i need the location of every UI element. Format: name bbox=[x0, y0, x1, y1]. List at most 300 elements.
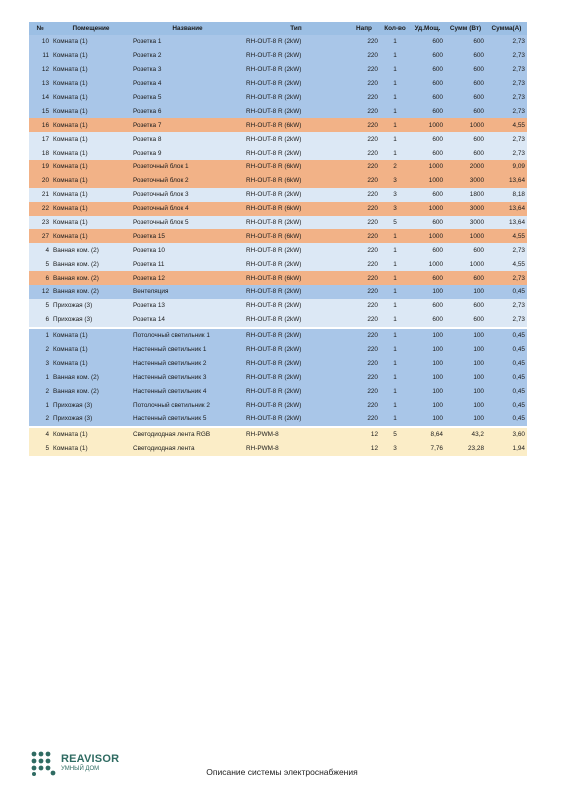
cell-room: Комната (1) bbox=[51, 356, 131, 370]
cell-voltage: 220 bbox=[348, 77, 380, 91]
cell-unit-power: 600 bbox=[410, 49, 445, 63]
cell-name: Розетка 4 bbox=[131, 77, 244, 91]
cell-unit-power: 600 bbox=[410, 313, 445, 327]
cell-name: Розеточный блок 5 bbox=[131, 216, 244, 230]
cell-sum-amps: 2,73 bbox=[486, 49, 527, 63]
table-row bbox=[29, 104, 527, 118]
cell-sum-amps: 3,60 bbox=[486, 428, 527, 442]
cell-quantity: 1 bbox=[380, 313, 410, 327]
power-table-container bbox=[29, 22, 527, 456]
cell-room: Комната (1) bbox=[51, 146, 131, 160]
cell-quantity: 1 bbox=[380, 271, 410, 285]
table-row bbox=[29, 202, 527, 216]
col-header-name: Название bbox=[131, 22, 244, 35]
cell-sum-watts: 600 bbox=[445, 104, 486, 118]
table-row bbox=[29, 343, 527, 357]
cell-unit-power: 100 bbox=[410, 343, 445, 357]
table-row bbox=[29, 313, 527, 327]
cell-room: Комната (1) bbox=[51, 132, 131, 146]
cell-unit-power: 600 bbox=[410, 243, 445, 257]
cell-quantity: 5 bbox=[380, 428, 410, 442]
cell-voltage: 220 bbox=[348, 174, 380, 188]
cell-unit-power: 600 bbox=[410, 104, 445, 118]
cell-room: Комната (1) bbox=[51, 160, 131, 174]
cell-sum-amps: 2,73 bbox=[486, 146, 527, 160]
cell-unit-power: 600 bbox=[410, 299, 445, 313]
cell-name: Настенный светильник 5 bbox=[131, 412, 244, 426]
cell-name: Потолочный светильник 1 bbox=[131, 329, 244, 343]
cell-sum-watts: 600 bbox=[445, 313, 486, 327]
cell-quantity: 1 bbox=[380, 132, 410, 146]
table-row bbox=[29, 216, 527, 230]
cell-room: Ванная ком. (2) bbox=[51, 370, 131, 384]
cell-type: RH-PWM-8 bbox=[244, 428, 348, 442]
cell-name: Настенный светильник 4 bbox=[131, 384, 244, 398]
cell-unit-power: 600 bbox=[410, 77, 445, 91]
cell-voltage: 12 bbox=[348, 442, 380, 456]
cell-sum-amps: 0,45 bbox=[486, 356, 527, 370]
cell-number: 5 bbox=[29, 442, 51, 456]
table-row bbox=[29, 356, 527, 370]
cell-voltage: 220 bbox=[348, 146, 380, 160]
cell-sum-watts: 1800 bbox=[445, 188, 486, 202]
cell-sum-watts: 600 bbox=[445, 271, 486, 285]
cell-type: RH-OUT-8 R (2kW) bbox=[244, 35, 348, 49]
cell-sum-amps: 1,94 bbox=[486, 442, 527, 456]
cell-unit-power: 100 bbox=[410, 285, 445, 299]
cell-name: Светодиодная лента RGB bbox=[131, 428, 244, 442]
cell-sum-amps: 0,45 bbox=[486, 384, 527, 398]
cell-sum-watts: 100 bbox=[445, 285, 486, 299]
cell-unit-power: 100 bbox=[410, 370, 445, 384]
cell-type: RH-PWM-8 bbox=[244, 442, 348, 456]
cell-room: Комната (1) bbox=[51, 188, 131, 202]
cell-voltage: 220 bbox=[348, 285, 380, 299]
cell-unit-power: 600 bbox=[410, 271, 445, 285]
cell-sum-amps: 0,45 bbox=[486, 398, 527, 412]
cell-sum-watts: 600 bbox=[445, 146, 486, 160]
cell-name: Розеточный блок 2 bbox=[131, 174, 244, 188]
cell-voltage: 220 bbox=[348, 132, 380, 146]
cell-number: 18 bbox=[29, 146, 51, 160]
cell-type: RH-OUT-8 R (2kW) bbox=[244, 313, 348, 327]
cell-name: Розетка 7 bbox=[131, 118, 244, 132]
cell-quantity: 1 bbox=[380, 285, 410, 299]
col-header-voltage: Напр bbox=[348, 22, 380, 35]
cell-type: RH-OUT-8 R (6kW) bbox=[244, 118, 348, 132]
cell-name: Розетка 1 bbox=[131, 35, 244, 49]
cell-quantity: 1 bbox=[380, 343, 410, 357]
cell-number: 2 bbox=[29, 384, 51, 398]
cell-room: Комната (1) bbox=[51, 49, 131, 63]
cell-type: RH-OUT-8 R (2kW) bbox=[244, 132, 348, 146]
cell-voltage: 220 bbox=[348, 271, 380, 285]
cell-quantity: 1 bbox=[380, 384, 410, 398]
cell-room: Комната (1) bbox=[51, 202, 131, 216]
cell-voltage: 220 bbox=[348, 243, 380, 257]
table-row bbox=[29, 35, 527, 49]
cell-type: RH-OUT-8 R (2kW) bbox=[244, 104, 348, 118]
cell-sum-watts: 600 bbox=[445, 132, 486, 146]
power-table bbox=[29, 22, 527, 456]
cell-voltage: 220 bbox=[348, 329, 380, 343]
table-row bbox=[29, 370, 527, 384]
cell-unit-power: 7,76 bbox=[410, 442, 445, 456]
cell-type: RH-OUT-8 R (2kW) bbox=[244, 63, 348, 77]
table-row bbox=[29, 77, 527, 91]
cell-sum-amps: 2,73 bbox=[486, 63, 527, 77]
cell-quantity: 1 bbox=[380, 49, 410, 63]
cell-sum-amps: 0,45 bbox=[486, 343, 527, 357]
cell-number: 2 bbox=[29, 343, 51, 357]
cell-number: 1 bbox=[29, 370, 51, 384]
cell-quantity: 1 bbox=[380, 63, 410, 77]
cell-sum-amps: 2,73 bbox=[486, 104, 527, 118]
cell-number: 2 bbox=[29, 412, 51, 426]
cell-quantity: 1 bbox=[380, 77, 410, 91]
cell-name: Розеточный блок 4 bbox=[131, 202, 244, 216]
cell-sum-amps: 0,45 bbox=[486, 412, 527, 426]
cell-type: RH-OUT-8 R (2kW) bbox=[244, 343, 348, 357]
cell-number: 12 bbox=[29, 63, 51, 77]
cell-name: Настенный светильник 3 bbox=[131, 370, 244, 384]
cell-number: 15 bbox=[29, 104, 51, 118]
cell-number: 4 bbox=[29, 243, 51, 257]
cell-room: Ванная ком. (2) bbox=[51, 257, 131, 271]
cell-quantity: 5 bbox=[380, 216, 410, 230]
cell-sum-watts: 600 bbox=[445, 63, 486, 77]
col-header-type: Тип bbox=[244, 22, 348, 35]
cell-type: RH-OUT-8 R (2kW) bbox=[244, 329, 348, 343]
cell-name: Розеточный блок 3 bbox=[131, 188, 244, 202]
table-row bbox=[29, 412, 527, 426]
cell-type: RH-OUT-8 R (6kW) bbox=[244, 229, 348, 243]
cell-name: Розетка 2 bbox=[131, 49, 244, 63]
cell-voltage: 220 bbox=[348, 412, 380, 426]
cell-room: Комната (1) bbox=[51, 343, 131, 357]
cell-room: Ванная ком. (2) bbox=[51, 384, 131, 398]
cell-sum-amps: 2,73 bbox=[486, 77, 527, 91]
cell-name: Розетка 13 bbox=[131, 299, 244, 313]
cell-number: 4 bbox=[29, 428, 51, 442]
cell-name: Розетка 10 bbox=[131, 243, 244, 257]
table-row bbox=[29, 329, 527, 343]
cell-sum-watts: 100 bbox=[445, 329, 486, 343]
cell-name: Настенный светильник 2 bbox=[131, 356, 244, 370]
cell-sum-amps: 4,55 bbox=[486, 257, 527, 271]
cell-sum-amps: 13,64 bbox=[486, 174, 527, 188]
cell-room: Комната (1) bbox=[51, 35, 131, 49]
cell-quantity: 1 bbox=[380, 118, 410, 132]
cell-quantity: 1 bbox=[380, 35, 410, 49]
cell-name: Розетка 8 bbox=[131, 132, 244, 146]
cell-sum-watts: 600 bbox=[445, 77, 486, 91]
cell-number: 27 bbox=[29, 229, 51, 243]
cell-type: RH-OUT-8 R (2kW) bbox=[244, 285, 348, 299]
cell-quantity: 3 bbox=[380, 174, 410, 188]
cell-unit-power: 1000 bbox=[410, 229, 445, 243]
cell-name: Розетка 14 bbox=[131, 313, 244, 327]
page-footer-title: Описание системы электроснабжения bbox=[206, 767, 358, 777]
cell-sum-watts: 100 bbox=[445, 343, 486, 357]
cell-sum-watts: 600 bbox=[445, 91, 486, 105]
cell-room: Комната (1) bbox=[51, 229, 131, 243]
table-row bbox=[29, 174, 527, 188]
cell-room: Комната (1) bbox=[51, 104, 131, 118]
cell-unit-power: 100 bbox=[410, 329, 445, 343]
cell-quantity: 1 bbox=[380, 412, 410, 426]
cell-name: Светодиодная лента bbox=[131, 442, 244, 456]
cell-number: 11 bbox=[29, 49, 51, 63]
col-header-number: № bbox=[29, 22, 51, 35]
cell-unit-power: 600 bbox=[410, 146, 445, 160]
cell-voltage: 220 bbox=[348, 370, 380, 384]
cell-unit-power: 600 bbox=[410, 132, 445, 146]
cell-number: 12 bbox=[29, 285, 51, 299]
cell-sum-watts: 3000 bbox=[445, 216, 486, 230]
cell-type: RH-OUT-8 R (6kW) bbox=[244, 202, 348, 216]
table-row bbox=[29, 398, 527, 412]
cell-quantity: 1 bbox=[380, 299, 410, 313]
col-header-room: Помещение bbox=[51, 22, 131, 35]
cell-number: 17 bbox=[29, 132, 51, 146]
cell-quantity: 1 bbox=[380, 91, 410, 105]
cell-number: 22 bbox=[29, 202, 51, 216]
col-header-quantity: Кол-во bbox=[380, 22, 410, 35]
cell-quantity: 1 bbox=[380, 104, 410, 118]
cell-sum-watts: 600 bbox=[445, 49, 486, 63]
cell-sum-watts: 600 bbox=[445, 35, 486, 49]
col-header-unit-power: Уд.Мощ. bbox=[410, 22, 445, 35]
cell-number: 5 bbox=[29, 257, 51, 271]
cell-unit-power: 100 bbox=[410, 356, 445, 370]
col-header-sum-amps: Сумма(А) bbox=[486, 22, 527, 35]
cell-unit-power: 1000 bbox=[410, 257, 445, 271]
cell-sum-amps: 2,73 bbox=[486, 91, 527, 105]
cell-room: Комната (1) bbox=[51, 329, 131, 343]
cell-quantity: 1 bbox=[380, 356, 410, 370]
cell-unit-power: 1000 bbox=[410, 202, 445, 216]
cell-number: 21 bbox=[29, 188, 51, 202]
cell-type: RH-OUT-8 R (2kW) bbox=[244, 188, 348, 202]
cell-quantity: 1 bbox=[380, 243, 410, 257]
cell-quantity: 1 bbox=[380, 229, 410, 243]
cell-room: Комната (1) bbox=[51, 77, 131, 91]
cell-voltage: 220 bbox=[348, 216, 380, 230]
cell-voltage: 220 bbox=[348, 91, 380, 105]
cell-sum-watts: 1000 bbox=[445, 118, 486, 132]
cell-voltage: 220 bbox=[348, 356, 380, 370]
cell-type: RH-OUT-8 R (6kW) bbox=[244, 160, 348, 174]
table-row bbox=[29, 428, 527, 442]
cell-type: RH-OUT-8 R (6kW) bbox=[244, 174, 348, 188]
cell-room: Прихожая (3) bbox=[51, 313, 131, 327]
cell-sum-watts: 3000 bbox=[445, 174, 486, 188]
cell-room: Прихожая (3) bbox=[51, 299, 131, 313]
cell-room: Ванная ком. (2) bbox=[51, 243, 131, 257]
cell-sum-watts: 100 bbox=[445, 356, 486, 370]
cell-quantity: 1 bbox=[380, 329, 410, 343]
cell-unit-power: 100 bbox=[410, 412, 445, 426]
table-row bbox=[29, 132, 527, 146]
cell-room: Прихожая (3) bbox=[51, 412, 131, 426]
cell-number: 3 bbox=[29, 356, 51, 370]
table-row bbox=[29, 299, 527, 313]
cell-number: 19 bbox=[29, 160, 51, 174]
cell-sum-amps: 0,45 bbox=[486, 329, 527, 343]
cell-unit-power: 600 bbox=[410, 91, 445, 105]
cell-sum-watts: 1000 bbox=[445, 229, 486, 243]
cell-sum-amps: 0,45 bbox=[486, 370, 527, 384]
cell-sum-amps: 2,73 bbox=[486, 299, 527, 313]
cell-name: Розетка 12 bbox=[131, 271, 244, 285]
cell-number: 10 bbox=[29, 35, 51, 49]
cell-sum-watts: 23,28 bbox=[445, 442, 486, 456]
cell-room: Комната (1) bbox=[51, 442, 131, 456]
cell-voltage: 220 bbox=[348, 229, 380, 243]
cell-unit-power: 1000 bbox=[410, 174, 445, 188]
table-row bbox=[29, 63, 527, 77]
cell-sum-amps: 2,73 bbox=[486, 35, 527, 49]
table-row bbox=[29, 118, 527, 132]
cell-sum-amps: 4,55 bbox=[486, 229, 527, 243]
cell-voltage: 220 bbox=[348, 49, 380, 63]
cell-sum-amps: 2,73 bbox=[486, 271, 527, 285]
table-row bbox=[29, 49, 527, 63]
cell-number: 20 bbox=[29, 174, 51, 188]
cell-number: 14 bbox=[29, 91, 51, 105]
cell-sum-watts: 3000 bbox=[445, 202, 486, 216]
cell-type: RH-OUT-8 R (2kW) bbox=[244, 77, 348, 91]
cell-voltage: 220 bbox=[348, 398, 380, 412]
cell-voltage: 220 bbox=[348, 299, 380, 313]
cell-type: RH-OUT-8 R (2kW) bbox=[244, 49, 348, 63]
cell-unit-power: 1000 bbox=[410, 118, 445, 132]
cell-name: Розетка 11 bbox=[131, 257, 244, 271]
logo-name: REAVISOR bbox=[61, 753, 120, 765]
cell-room: Комната (1) bbox=[51, 216, 131, 230]
cell-number: 1 bbox=[29, 329, 51, 343]
cell-sum-amps: 8,18 bbox=[486, 188, 527, 202]
cell-type: RH-OUT-8 R (2kW) bbox=[244, 412, 348, 426]
cell-quantity: 3 bbox=[380, 442, 410, 456]
cell-room: Комната (1) bbox=[51, 428, 131, 442]
cell-number: 23 bbox=[29, 216, 51, 230]
cell-voltage: 220 bbox=[348, 63, 380, 77]
cell-type: RH-OUT-8 R (2kW) bbox=[244, 91, 348, 105]
table-row bbox=[29, 243, 527, 257]
cell-quantity: 1 bbox=[380, 370, 410, 384]
cell-room: Комната (1) bbox=[51, 63, 131, 77]
cell-unit-power: 600 bbox=[410, 35, 445, 49]
cell-sum-amps: 2,73 bbox=[486, 132, 527, 146]
cell-number: 5 bbox=[29, 299, 51, 313]
table-row bbox=[29, 160, 527, 174]
table-row bbox=[29, 442, 527, 456]
cell-sum-watts: 100 bbox=[445, 384, 486, 398]
cell-type: RH-OUT-8 R (2kW) bbox=[244, 257, 348, 271]
cell-name: Розетка 5 bbox=[131, 91, 244, 105]
cell-unit-power: 600 bbox=[410, 188, 445, 202]
cell-sum-watts: 600 bbox=[445, 243, 486, 257]
cell-sum-amps: 2,73 bbox=[486, 243, 527, 257]
cell-sum-amps: 4,55 bbox=[486, 118, 527, 132]
cell-quantity: 2 bbox=[380, 160, 410, 174]
cell-name: Вентеляция bbox=[131, 285, 244, 299]
table-row bbox=[29, 285, 527, 299]
cell-type: RH-OUT-8 R (2kW) bbox=[244, 299, 348, 313]
cell-quantity: 1 bbox=[380, 398, 410, 412]
cell-type: RH-OUT-8 R (2kW) bbox=[244, 398, 348, 412]
cell-type: RH-OUT-8 R (2kW) bbox=[244, 216, 348, 230]
cell-quantity: 1 bbox=[380, 146, 410, 160]
cell-voltage: 220 bbox=[348, 104, 380, 118]
table-row bbox=[29, 188, 527, 202]
cell-sum-amps: 2,73 bbox=[486, 313, 527, 327]
cell-unit-power: 100 bbox=[410, 384, 445, 398]
table-row bbox=[29, 229, 527, 243]
cell-voltage: 220 bbox=[348, 257, 380, 271]
cell-unit-power: 600 bbox=[410, 63, 445, 77]
cell-number: 6 bbox=[29, 271, 51, 285]
cell-type: RH-OUT-8 R (2kW) bbox=[244, 370, 348, 384]
cell-voltage: 220 bbox=[348, 118, 380, 132]
cell-number: 16 bbox=[29, 118, 51, 132]
cell-type: RH-OUT-8 R (2kW) bbox=[244, 384, 348, 398]
table-row bbox=[29, 384, 527, 398]
cell-name: Потолочный светильник 2 bbox=[131, 398, 244, 412]
cell-voltage: 220 bbox=[348, 35, 380, 49]
table-row bbox=[29, 257, 527, 271]
cell-unit-power: 600 bbox=[410, 216, 445, 230]
cell-sum-watts: 100 bbox=[445, 370, 486, 384]
cell-name: Розетка 9 bbox=[131, 146, 244, 160]
cell-number: 1 bbox=[29, 398, 51, 412]
table-body bbox=[29, 35, 527, 456]
cell-voltage: 220 bbox=[348, 160, 380, 174]
cell-name: Розетка 3 bbox=[131, 63, 244, 77]
cell-sum-watts: 100 bbox=[445, 412, 486, 426]
cell-type: RH-OUT-8 R (2kW) bbox=[244, 243, 348, 257]
cell-quantity: 3 bbox=[380, 202, 410, 216]
cell-room: Ванная ком. (2) bbox=[51, 271, 131, 285]
cell-room: Ванная ком. (2) bbox=[51, 285, 131, 299]
cell-unit-power: 100 bbox=[410, 398, 445, 412]
cell-room: Комната (1) bbox=[51, 118, 131, 132]
cell-number: 6 bbox=[29, 313, 51, 327]
col-header-sum-watts: Сумм (Вт) bbox=[445, 22, 486, 35]
cell-quantity: 3 bbox=[380, 188, 410, 202]
cell-voltage: 220 bbox=[348, 384, 380, 398]
table-row bbox=[29, 146, 527, 160]
cell-sum-amps: 13,64 bbox=[486, 216, 527, 230]
cell-sum-amps: 13,64 bbox=[486, 202, 527, 216]
cell-voltage: 220 bbox=[348, 188, 380, 202]
cell-room: Прихожая (3) bbox=[51, 398, 131, 412]
cell-quantity: 1 bbox=[380, 257, 410, 271]
cell-sum-watts: 43,2 bbox=[445, 428, 486, 442]
cell-sum-watts: 2000 bbox=[445, 160, 486, 174]
cell-type: RH-OUT-8 R (2kW) bbox=[244, 146, 348, 160]
cell-sum-watts: 600 bbox=[445, 299, 486, 313]
cell-type: RH-OUT-8 R (2kW) bbox=[244, 356, 348, 370]
cell-type: RH-OUT-8 R (6kW) bbox=[244, 271, 348, 285]
cell-name: Настенный светильник 1 bbox=[131, 343, 244, 357]
cell-voltage: 220 bbox=[348, 343, 380, 357]
cell-voltage: 220 bbox=[348, 313, 380, 327]
cell-name: Розетка 15 bbox=[131, 229, 244, 243]
logo-subtitle: УМНЫЙ ДОМ bbox=[61, 766, 100, 772]
